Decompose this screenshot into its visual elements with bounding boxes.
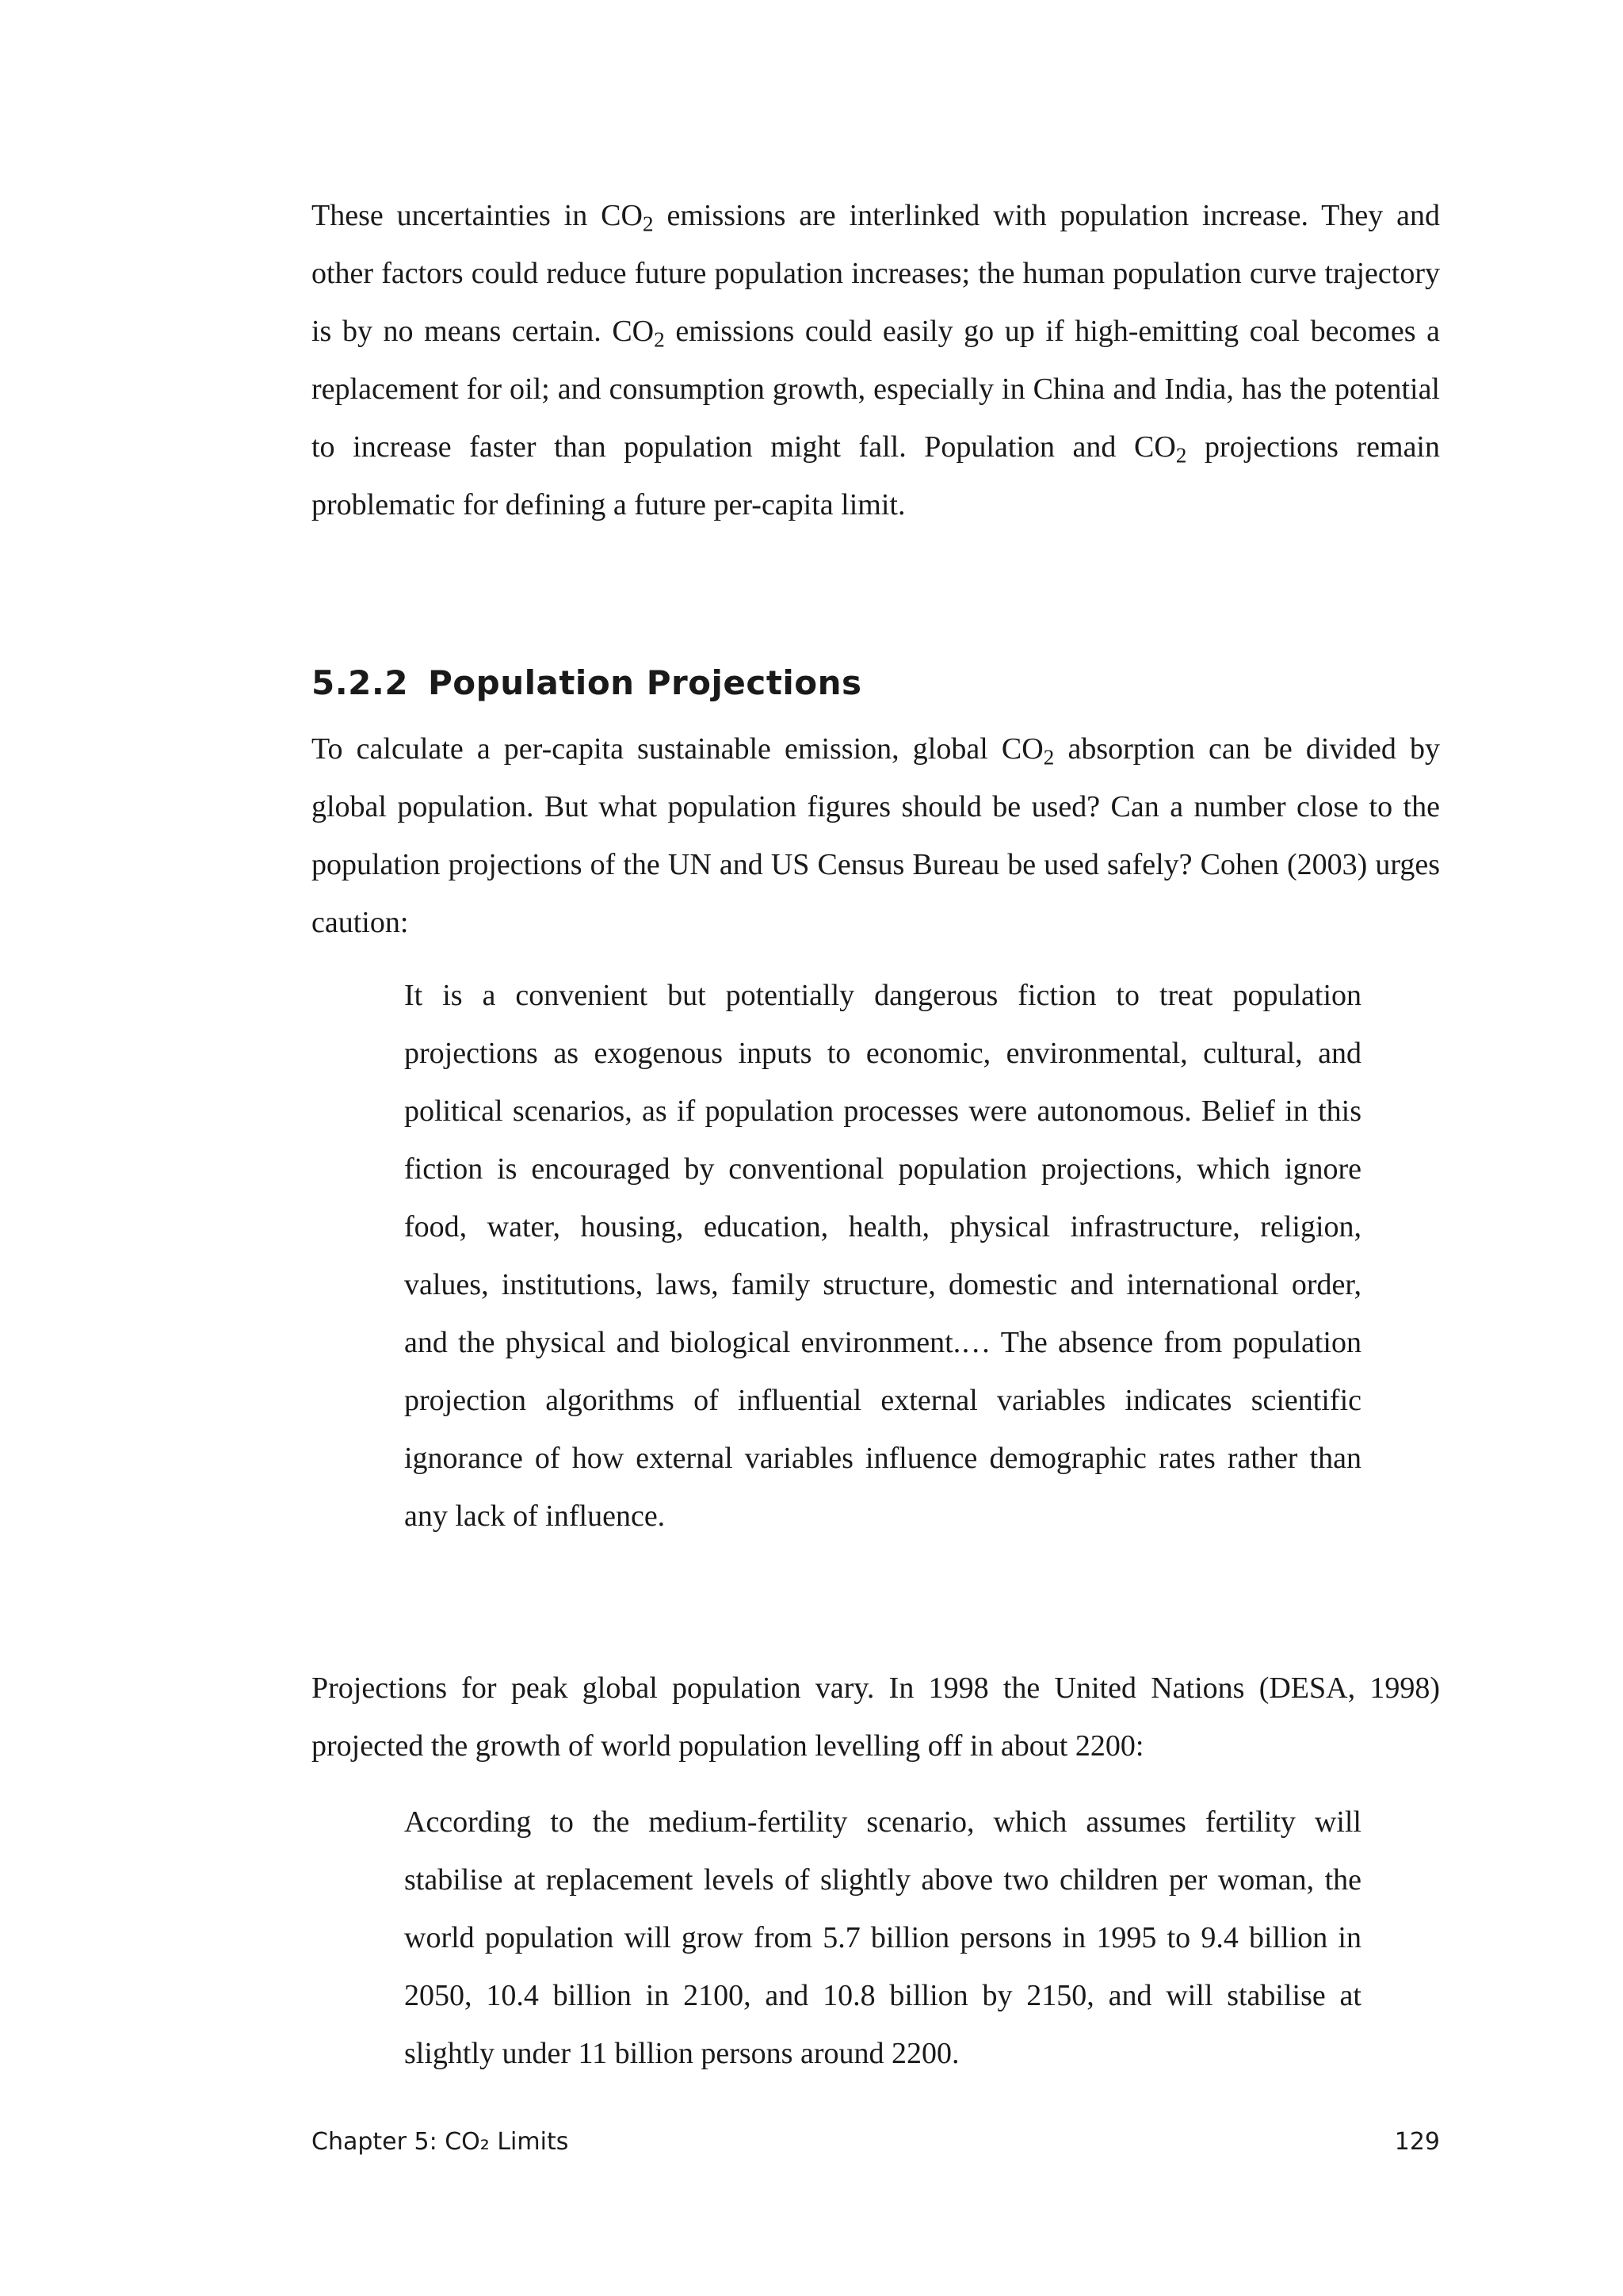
subscript-2: 2 bbox=[1043, 745, 1055, 770]
p2-segment-2: absorption can be divided by global population. But what population figures should be used? Can a number close to the population projections of the UN and US Census Bureau be used safely? Cohen (2003) urges caution: bbox=[311, 732, 1440, 939]
subscript-2: 2 bbox=[642, 212, 654, 236]
paragraph-per-capita bbox=[311, 720, 1440, 952]
p2-segment-1: To calculate a per-capita sustainable emission, global CO bbox=[311, 732, 1044, 766]
block-quote-cohen: It is a convenient but potentially dangerous fiction to treat population projections as exogenous inputs to economic, environmental, cultural, and political scenarios, as if population processes were autonomous. Belief in this fiction is encouraged by conventional population projections, which ignore food, water, housing, education, health, physical infrastructure, religion, values, institutions, laws, family structure, domestic and international order, and the physical and biological environment.… The absence from population projection algorithms of influential external variables indicates scientific ignorance of how external variables influence demographic rates rather than any lack of influence. bbox=[404, 979, 1361, 1533]
section-title: Population Projections bbox=[428, 663, 862, 702]
section-heading bbox=[311, 659, 862, 707]
p1-segment-2: emissions are interlinked with population increase. They and other factors could reduce future population increases; the human population curve trajectory is by no means certain. CO bbox=[311, 199, 1440, 348]
p1-segment-3: emissions could easily go up if high-emitting coal becomes a replacement for oil; and consumption growth, especially in China and India, has the potential to increase faster than population might fall. Population and CO bbox=[311, 315, 1440, 464]
p1-segment-1: These uncertainties in CO bbox=[311, 199, 643, 232]
subscript-2: 2 bbox=[654, 327, 665, 352]
block-quote-un: According to the medium-fertility scenario, which assumes fertility will stabilise at replacement levels of slightly above two children per woman, the world population will grow from 5.7 billion persons in 1995 to 9.4 billion in 2050, 10.4 billion in 2100, and 10.8 billion by 2150, and will stabilise at slightly under 11 billion persons around 2200. bbox=[404, 1805, 1361, 2070]
section-number: 5.2.2 bbox=[311, 663, 409, 702]
page-number: 129 bbox=[1394, 2128, 1440, 2156]
paragraph-peak-population: Projections for peak global population vary. In 1998 the United Nations (DESA, 1998) projected the growth of world population levelling off in about 2200: bbox=[311, 1671, 1440, 1763]
footer-chapter: Chapter 5: CO₂ Limits bbox=[311, 2128, 569, 2156]
paragraph-co2-uncertainties bbox=[311, 187, 1440, 534]
subscript-2: 2 bbox=[1175, 443, 1187, 468]
p1-segment-4: projections remain problematic for defining a future per-capita limit. bbox=[311, 430, 1440, 521]
